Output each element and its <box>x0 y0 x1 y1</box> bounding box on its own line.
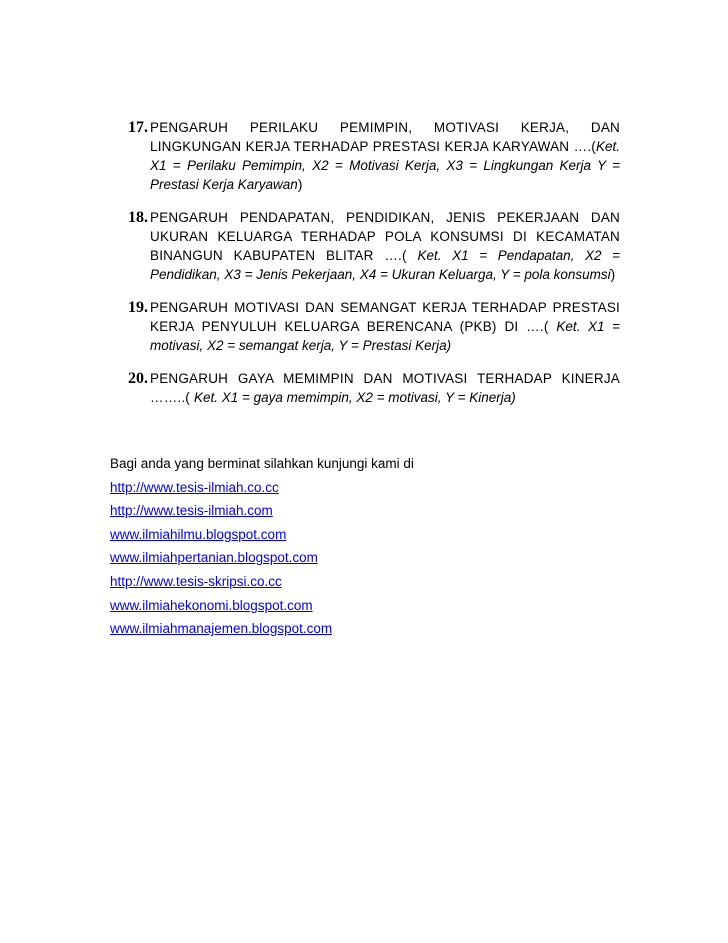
item-number: 18. <box>128 209 148 226</box>
item-note: Ket. X1 = gaya memimpin, X2 = motivasi, Y = Kinerja) <box>193 390 516 405</box>
item-note: Ket. X1 = Perilaku Pemimpin, X2 = Motivasi Kerja, X3 = Lingkungan Kerja Y = Prestasi Kerja Karyawan <box>150 139 620 192</box>
link-ilmiahekonomi-blogspot[interactable]: www.ilmiahekonomi.blogspot.com <box>110 597 313 613</box>
link-ilmiahpertanian-blogspot[interactable]: www.ilmiahpertanian.blogspot.com <box>110 550 318 566</box>
item-note: Ket. X1 = motivasi, X2 = semangat kerja, Y = Prestasi Kerja) <box>150 319 620 353</box>
item-number: 17. <box>128 119 148 136</box>
list-item <box>128 208 620 284</box>
links-section <box>110 452 610 641</box>
link-tesis-ilmiah-com[interactable]: http://www.tesis-ilmiah.com <box>110 503 273 519</box>
item-number: 19. <box>128 299 148 316</box>
link-tesis-ilmiah-cocc[interactable]: http://www.tesis-ilmiah.co.cc <box>110 479 279 495</box>
item-title: PENGARUH PENDAPATAN, PENDIDIKAN, JENIS PEKERJAAN DAN UKURAN KELUARGA TERHADAP POLA KONSUMSI DI KECAMATAN BINANGUN KABUPATEN BLITAR ….( <box>150 210 620 263</box>
item-number: 20. <box>128 370 148 387</box>
link-ilmiahmanajemen-blogspot[interactable]: www.ilmiahmanajemen.blogspot.com <box>110 621 333 637</box>
links-intro-text: Bagi anda yang berminat silahkan kunjungi kami di <box>110 456 414 471</box>
item-note-close: ) <box>610 267 616 282</box>
link-ilmiahilmu-blogspot[interactable]: www.ilmiahilmu.blogspot.com <box>110 526 287 542</box>
item-title: PENGARUH PERILAKU PEMIMPIN, MOTIVASI KERJA, DAN LINGKUNGAN KERJA TERHADAP PRESTASI KERJA KARYAWAN ….( <box>150 120 620 154</box>
link-tesis-skripsi-cocc[interactable]: http://www.tesis-skripsi.co.cc <box>110 573 282 589</box>
item-title: PENGARUH GAYA MEMIMPIN DAN MOTIVASI TERHADAP KINERJA ……..( <box>150 371 620 405</box>
thesis-title-list <box>128 118 620 421</box>
item-note-close: ) <box>297 177 303 192</box>
list-item <box>128 369 620 407</box>
item-note: Ket. X1 = Pendapatan, X2 = Pendidikan, X3 = Jenis Pekerjaan, X4 = Ukuran Keluarga, Y = pola konsumsi <box>150 248 620 282</box>
list-item <box>128 118 620 194</box>
list-item <box>128 298 620 355</box>
item-title: PENGARUH MOTIVASI DAN SEMANGAT KERJA TERHADAP PRESTASI KERJA PENYULUH KELUARGA BERENCANA (PKB) DI ….( <box>150 300 620 334</box>
